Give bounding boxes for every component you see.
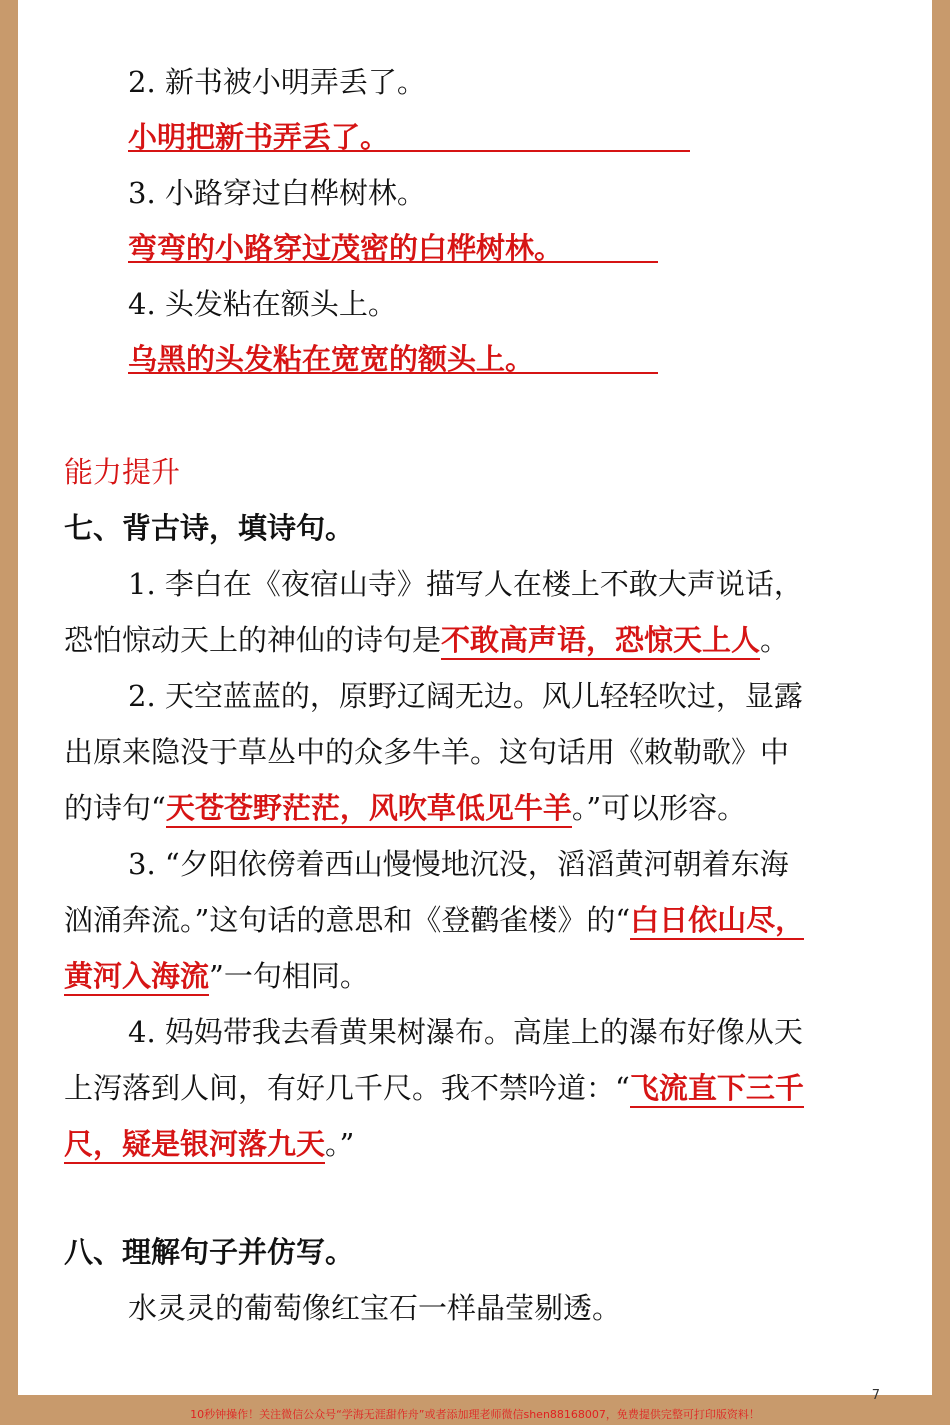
poem-q3-line1: 3. “夕阳依傍着西山慢慢地沉没，滔滔黄河朝着东海: [128, 847, 789, 881]
page-number: 7: [871, 1388, 880, 1403]
question-3: 3. 小路穿过白桦树林。: [128, 176, 426, 210]
answer-4-underline: [128, 372, 658, 374]
poem-q4-answer-part2: 尺，疑是银河落九天: [64, 1127, 325, 1164]
answer-2: 小明把新书弄丢了。: [128, 120, 390, 154]
poem-q2-line1: 2. 天空蓝蓝的，原野辽阔无边。风儿轻轻吹过，显露: [128, 679, 803, 713]
poem-q1-answer: 不敢高声语，恐惊天上人: [441, 623, 760, 660]
poem-q4-answer-part1: 飞流直下三千: [630, 1071, 804, 1108]
poem-q3-line3: 黄河入海流”一句相同。: [64, 956, 369, 996]
poem-q2-answer: 天苍苍野茫茫，风吹草低见牛羊: [166, 791, 572, 828]
question-4: 4. 头发粘在额头上。: [128, 287, 397, 321]
poem-q4-line2: 上泻落到人间，有好几千尺。我不禁吟道：“飞流直下三千: [64, 1068, 804, 1108]
question-2: 2. 新书被小明弄丢了。: [128, 65, 426, 99]
poem-q1-line1: 1. 李白在《夜宿山寺》描写人在楼上不敢大声说话，: [128, 567, 803, 601]
imitation-sentence: 水灵灵的葡萄像红宝石一样晶莹剔透。: [128, 1291, 622, 1325]
answer-4: 乌黑的头发粘在宽宽的额头上。: [128, 342, 535, 376]
document-page: [18, 0, 932, 1395]
poem-q3-answer-part2: 黄河入海流: [64, 959, 209, 996]
poem-q2-line3: 的诗句“天苍苍野茫茫，风吹草低见牛羊。”可以形容。: [64, 788, 746, 828]
poem-q4-line1: 4. 妈妈带我去看黄果树瀑布。高崖上的瀑布好像从天: [128, 1015, 803, 1049]
poem-q2-line2: 出原来隐没于草丛中的众多牛羊。这句话用《敕勒歌》中: [64, 735, 790, 769]
poem-q4-line3: 尺，疑是银河落九天。”: [64, 1124, 354, 1164]
section-eight-title: 八、理解句子并仿写。: [64, 1235, 355, 1269]
poem-q1-line2: 恐怕惊动天上的神仙的诗句是不敢高声语，恐惊天上人。: [64, 620, 789, 660]
section-seven-title: 七、背古诗，填诗句。: [64, 511, 355, 545]
poem-q3-answer-part1: 白日依山尽，: [630, 903, 804, 940]
poem-q3-line2: 汹涌奔流。”这句话的意思和《登鹳雀楼》的“白日依山尽，: [64, 900, 804, 940]
answer-2-underline: [128, 150, 690, 152]
answer-3-underline: [128, 261, 658, 263]
section-label: 能力提升: [64, 455, 181, 489]
answer-3: 弯弯的小路穿过茂密的白桦树林。: [128, 231, 564, 265]
footer-note: 10秒钟操作！关注微信公众号“学海无涯甜作舟”或者添加理老师微信shen88168007，免费提供完整可打印版资料！: [190, 1408, 760, 1421]
